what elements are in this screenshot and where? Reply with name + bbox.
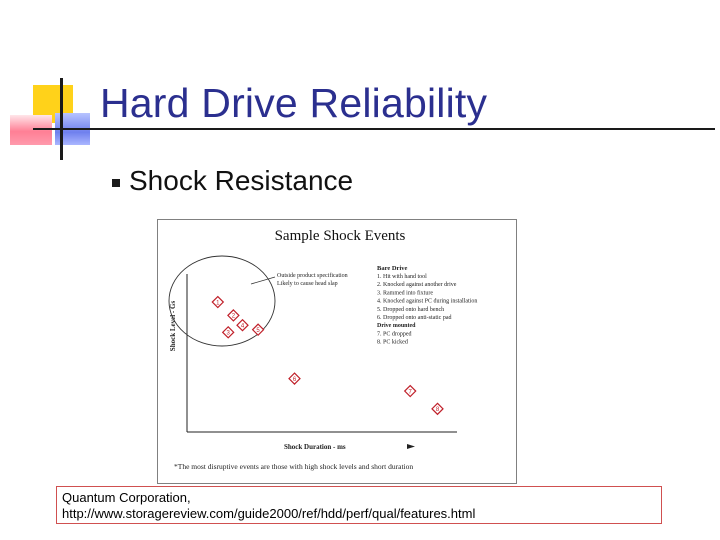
annotation-line-1: Outside product specification — [277, 273, 348, 279]
legend-item: 6. Dropped onto anti-static pad — [377, 315, 452, 321]
legend-item: Drive mounted — [377, 323, 416, 330]
point-label: 8 — [435, 407, 440, 414]
legend-item: 5. Dropped onto hard bench — [377, 306, 445, 313]
legend-item: 2. Knocked against another drive — [377, 282, 457, 289]
chart-title: Sample Shock Events — [274, 228, 406, 244]
legend-item: 7. PC dropped — [377, 331, 412, 338]
point-label: 1 — [216, 300, 220, 307]
legend-item: 1. Hit with hand tool — [377, 274, 427, 280]
slide-title: Hard Drive Reliability — [100, 80, 488, 126]
legend-heading: Bare Drive — [377, 265, 408, 272]
point-label: 3 — [226, 330, 230, 337]
point-label: 5 — [256, 327, 260, 334]
shock-events-chart — [157, 219, 517, 484]
citation-author: Quantum Corporation, — [62, 490, 191, 505]
point-label: 2 — [231, 313, 236, 320]
annotation-line-2: Likely to cause head slap — [277, 281, 338, 287]
point-label: 6 — [292, 376, 297, 383]
legend-item: 8. PC kicked — [377, 339, 408, 346]
y-axis-label: Shock Level - Gs — [169, 300, 177, 352]
decor-vertical-rule — [60, 78, 63, 160]
legend-item: 4. Knocked against PC during installation — [377, 298, 478, 305]
point-label: 7 — [408, 389, 412, 396]
point-label: 4 — [240, 323, 245, 330]
citation-box — [56, 486, 662, 524]
chart-svg — [157, 219, 517, 484]
bullet-marker — [112, 179, 120, 187]
decor-red-square — [10, 115, 52, 145]
decor-horizontal-rule — [33, 128, 715, 130]
citation-url[interactable]: http://www.storagereview.com/guide2000/ref/hdd/perf/qual/features.html — [62, 506, 476, 521]
chart-footnote: *The most disruptive events are those with high shock levels and short duration — [174, 462, 414, 471]
bullet-text: Shock Resistance — [129, 165, 354, 196]
x-axis-label: Shock Duration - ms — [284, 443, 346, 451]
legend-item: 3. Rammed into fixture — [377, 290, 433, 297]
